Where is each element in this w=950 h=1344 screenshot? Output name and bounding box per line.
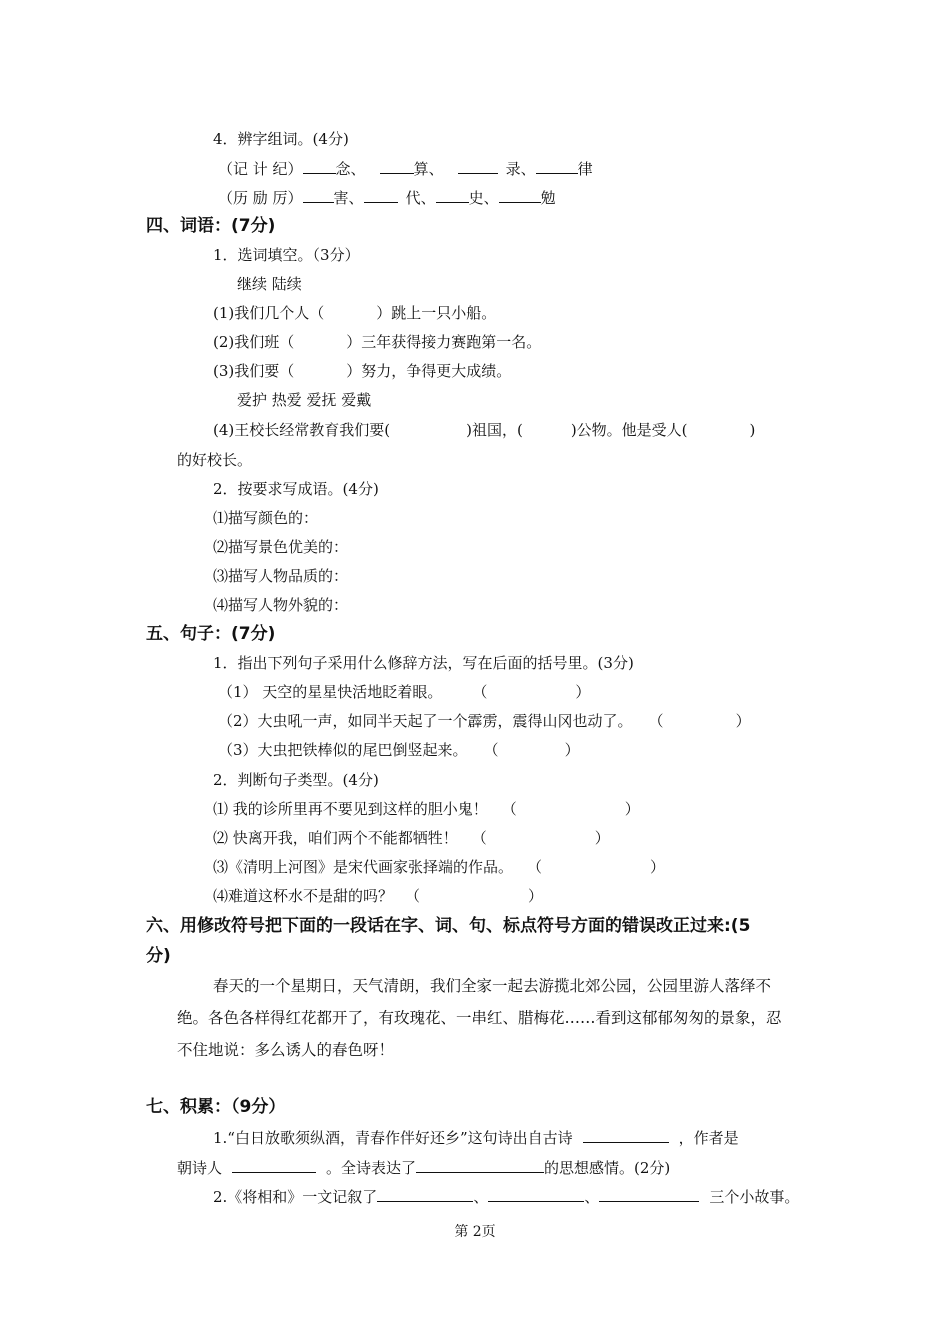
- s4-sentence4-cont: 的好校长。: [177, 451, 253, 469]
- text: 、: [473, 1188, 489, 1206]
- text: (4)王校长经常教育我们要(: [213, 421, 391, 439]
- text: （3）大虫把铁棒似的尾巴倒竖起来。: [218, 741, 468, 759]
- text: 朝诗人: [177, 1159, 223, 1177]
- paren: （: [472, 683, 488, 701]
- s6-paragraph-line3: 不住地说：多么诱人的春色呀！: [177, 1041, 395, 1059]
- text: )祖国，(: [466, 421, 523, 439]
- s5-a1: [218, 682, 590, 702]
- paren: ）: [594, 829, 610, 847]
- word: 史、: [468, 189, 499, 207]
- word: 代、: [405, 189, 436, 207]
- s4-sentence4: [213, 420, 755, 440]
- section-5-heading: 五、句子：(7分): [146, 624, 276, 644]
- blank[interactable]: [436, 187, 469, 203]
- s5-a3: [218, 740, 580, 760]
- text: 1.“白日放歌须纵酒，青春作伴好还乡”这句诗出自古诗: [213, 1129, 573, 1147]
- blank[interactable]: [536, 158, 578, 174]
- text: ）三年获得接力赛跑第一名。: [346, 333, 542, 351]
- story-blank[interactable]: [488, 1186, 584, 1202]
- q3-4-row2: [218, 187, 556, 208]
- paren: （: [405, 887, 421, 905]
- text: ，作者是: [678, 1129, 739, 1147]
- s4-item4: ⑷描写人物外貌的：: [213, 596, 349, 614]
- section-6-heading-cont: 分): [146, 946, 171, 966]
- text: )公物。他是受人(: [570, 421, 688, 439]
- s7-line1: [213, 1127, 739, 1148]
- paren: （: [483, 741, 499, 759]
- s4-q2: 2．按要求写成语。(4分): [213, 480, 379, 498]
- word: 勉: [540, 189, 556, 207]
- text: ）跳上一只小船。: [376, 304, 497, 322]
- story-blank[interactable]: [377, 1186, 473, 1202]
- text: 的思想感情。(2分): [544, 1159, 671, 1177]
- s4-item1: ⑴描写颜色的：: [213, 509, 319, 527]
- s5-b2: [213, 828, 610, 848]
- paren: ）: [564, 741, 580, 759]
- paren: （: [471, 829, 487, 847]
- text: ⑷难道这杯水不是甜的吗？: [213, 887, 394, 905]
- s5-q1: 1．指出下列句子采用什么修辞方法，写在后面的括号里。(3分): [213, 654, 634, 672]
- text: ⑶《清明上河图》是宋代画家张择端的作品。: [213, 858, 514, 876]
- s5-a2: [218, 711, 751, 731]
- s4-sentence2: [213, 332, 541, 352]
- blank[interactable]: [499, 187, 541, 203]
- s6-paragraph-line1: 春天的一个星期日，天气清朗，我们全家一起去游揽北郊公园，公园里游人落绎不: [213, 977, 772, 995]
- text: ⑴ 我的诊所里再不要见到这样的胆小鬼！: [213, 800, 488, 818]
- char-group: （历 励 厉）: [218, 189, 303, 207]
- blank[interactable]: [303, 158, 336, 174]
- s4-sentence1: [213, 303, 496, 323]
- section-6-heading: 六、用修改符号把下面的一段话在字、词、句、标点符号方面的错误改正过来:(5: [146, 916, 751, 936]
- paren: ）: [735, 712, 751, 730]
- s4-item2: ⑵描写景色优美的：: [213, 538, 349, 556]
- s5-b1: [213, 799, 640, 819]
- text: （1） 天空的星星快活地眨着眼。: [218, 683, 443, 701]
- text: （2）大虫吼一声，如同半天起了一个霹雳，震得山冈也动了。: [218, 712, 633, 730]
- word: 律: [577, 160, 593, 178]
- s5-q2: 2．判断句子类型。(4分): [213, 771, 379, 789]
- q3-4-title: 4．辨字组词。(4分): [213, 130, 349, 148]
- word: 录、: [505, 160, 536, 178]
- text: 、: [584, 1188, 600, 1206]
- emotion-blank[interactable]: [416, 1157, 544, 1173]
- s5-b3: [213, 857, 665, 877]
- s4-q1: 1．选词填空。（3分）: [213, 246, 360, 264]
- s4-words2: 爱护 热爱 爱抚 爱戴: [237, 391, 372, 409]
- blank[interactable]: [303, 187, 334, 203]
- text: (2)我们班（: [213, 333, 295, 351]
- word: 害、: [333, 189, 364, 207]
- poem-title-blank[interactable]: [583, 1127, 669, 1143]
- text: ⑵ 快离开我，咱们两个不能都牺牲！: [213, 829, 458, 847]
- s4-words1: 继续 陆续: [237, 275, 302, 293]
- paren: （: [648, 712, 664, 730]
- paren: （: [527, 858, 543, 876]
- text: 三个小故事。: [709, 1188, 800, 1206]
- paren: （: [501, 800, 517, 818]
- blank[interactable]: [458, 158, 498, 174]
- char-group: （记 计 纪）: [218, 160, 303, 178]
- paren: ）: [624, 800, 640, 818]
- page-number: 第 2页: [454, 1224, 496, 1240]
- story-blank[interactable]: [599, 1186, 699, 1202]
- s6-paragraph-line2: 绝。各色各样得红花都开了，有玫瑰花、一串红、腊梅花……看到这郁郁匆匆的景象，忍: [177, 1009, 782, 1027]
- poet-blank[interactable]: [232, 1157, 316, 1173]
- text: ): [749, 421, 756, 439]
- s4-item3: ⑶描写人物品质的：: [213, 567, 349, 585]
- paren: ）: [650, 858, 666, 876]
- text: 2.《将相和》一文记叙了: [213, 1188, 378, 1206]
- s4-sentence3: [213, 361, 511, 381]
- s7-line3: [213, 1186, 799, 1207]
- s5-b4: [213, 886, 543, 906]
- blank[interactable]: [364, 187, 398, 203]
- paren: ）: [575, 683, 591, 701]
- text: 。全诗表达了: [326, 1159, 417, 1177]
- section-7-heading: 七、积累：（9分）: [146, 1097, 286, 1117]
- text: (3)我们要（: [213, 362, 295, 380]
- word: 念、: [335, 160, 366, 178]
- text: (1)我们几个人（: [213, 304, 325, 322]
- blank[interactable]: [380, 158, 414, 174]
- word: 算、: [413, 160, 444, 178]
- paren: ）: [528, 887, 544, 905]
- s7-line2: [177, 1157, 670, 1178]
- section-4-heading: 四、词语：(7分): [146, 216, 276, 236]
- text: ）努力，争得更大成绩。: [346, 362, 512, 380]
- q3-4-row1: [218, 158, 593, 179]
